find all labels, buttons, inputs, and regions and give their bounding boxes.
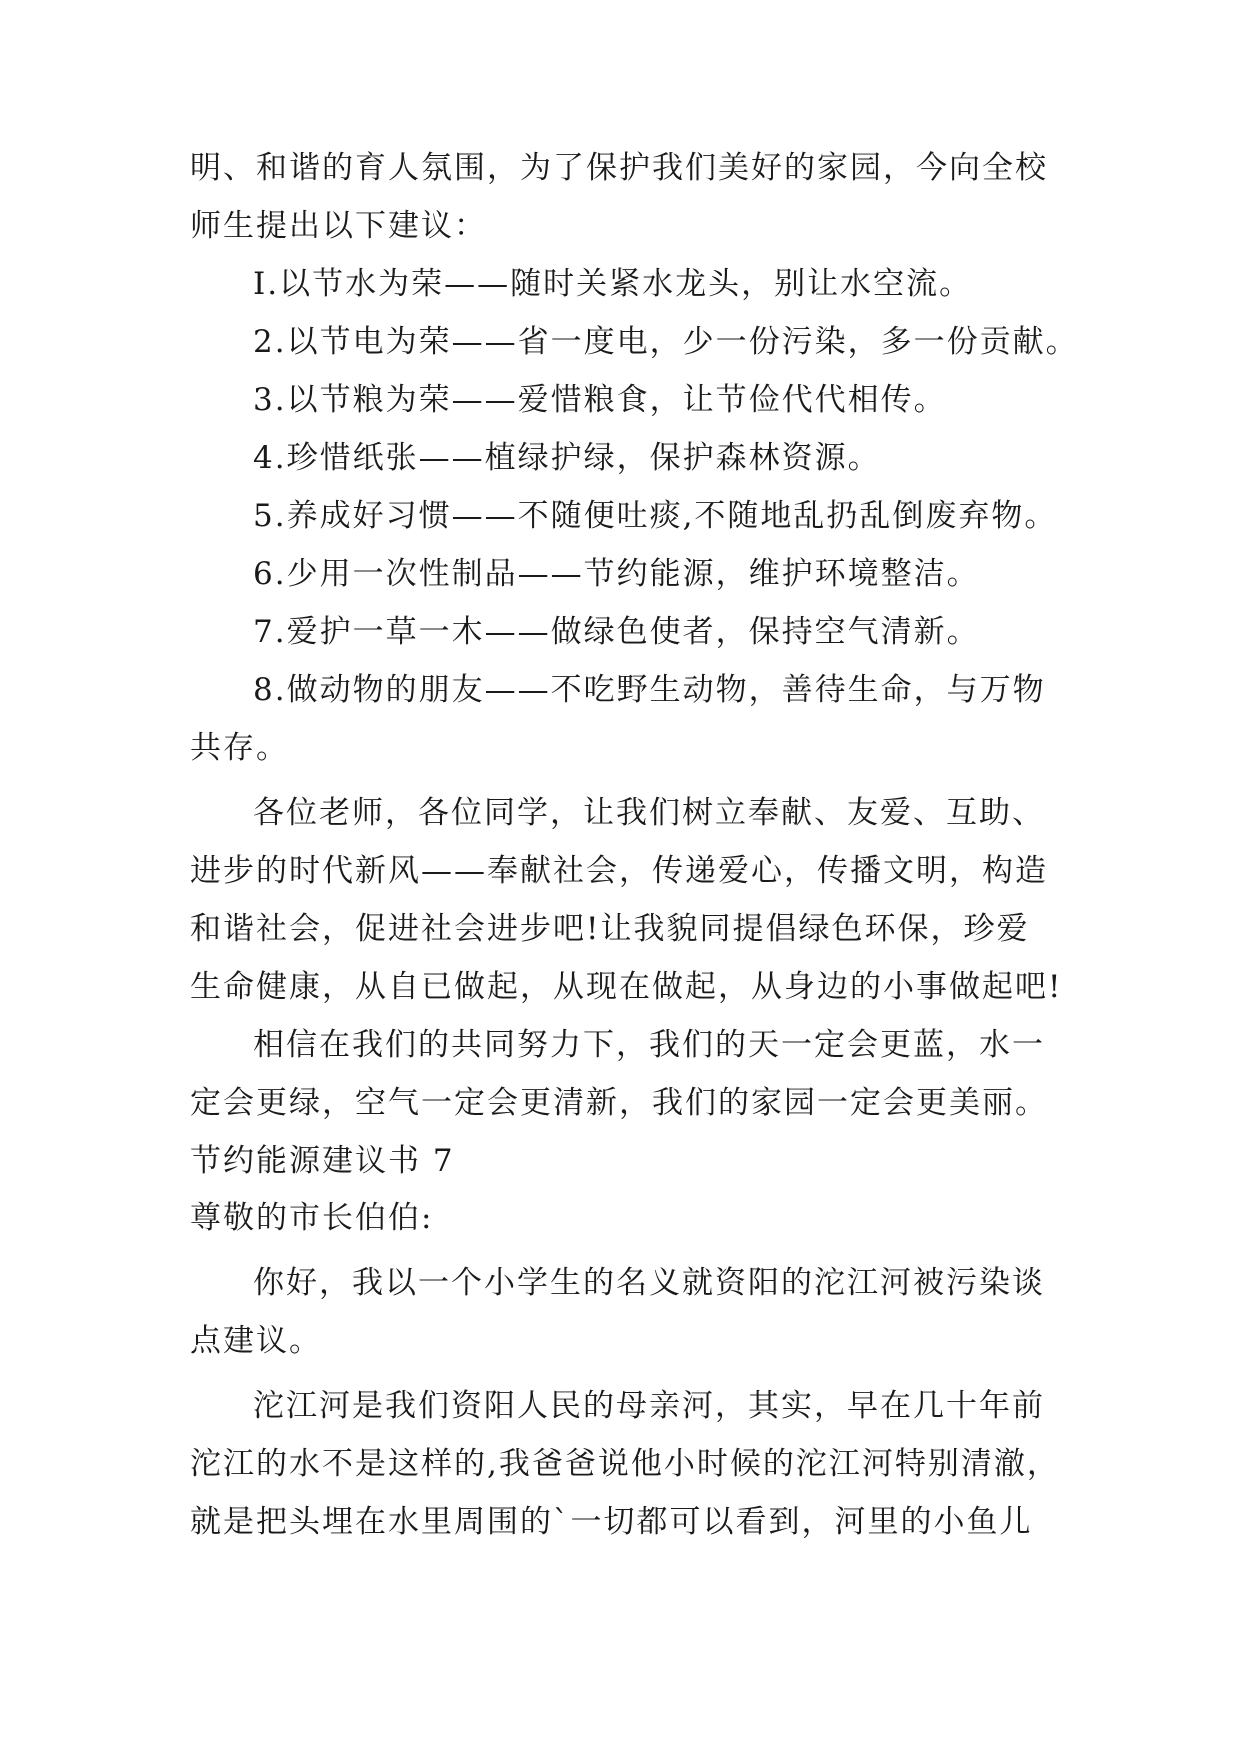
text-line: 师生提出以下建议：	[190, 208, 487, 244]
paragraph-start: 相信在我们的共同努力下，我们的天一定会更蓝，水一	[253, 1027, 1045, 1063]
list-item: 5.养成好习惯——不随便吐痰,不随地乱扔乱倒废弃物。	[253, 498, 1058, 534]
text-line: 点建议。	[190, 1323, 322, 1359]
text-line: 共存。	[190, 730, 289, 766]
text-line: 生命健康，从自已做起，从现在做起，从身边的小事做起吧!	[190, 969, 1063, 1005]
list-item: 6.少用一次性制品——节约能源，维护环境整洁。	[253, 556, 980, 592]
list-item: I.以节水为荣——随时关紧水龙头，别让水空流。	[253, 266, 973, 302]
salutation: 尊敬的市长伯伯:	[190, 1200, 434, 1236]
paragraph-start: 各位老师，各位同学，让我们树立奉献、友爱、互助、	[253, 795, 1045, 831]
text-line: 沱江的水不是这样的,我爸爸说他小时候的沱江河特别清澈，	[190, 1446, 1060, 1482]
paragraph-start: 沱江河是我们资阳人民的母亲河，其实，早在几十年前	[253, 1388, 1045, 1424]
text-line: 和谐社会，促进社会进步吧!让我貌同提倡绿色环保，珍爱	[190, 911, 1030, 947]
list-item: 4.珍惜纸张——植绿护绿，保护森林资源。	[253, 440, 881, 476]
section-heading: 节约能源建议书 7	[190, 1143, 455, 1179]
text-line: 定会更绿，空气一定会更清新，我们的家园一定会更美丽。	[190, 1085, 1048, 1121]
text-line: 就是把头埋在水里周围的`一切都可以看到，河里的小鱼儿	[190, 1504, 1033, 1540]
list-item: 8.做动物的朋友——不吃野生动物，善待生命，与万物	[253, 672, 1046, 708]
paragraph-start: 你好，我以一个小学生的名义就资阳的沱江河被污染谈	[253, 1265, 1045, 1301]
list-item: 3.以节粮为荣——爱惜粮食，让节俭代代相传。	[253, 382, 947, 418]
text-line: 明、和谐的育人氛围，为了保护我们美好的家园，今向全校	[190, 150, 1048, 186]
list-item: 2.以节电为荣——省一度电，少一份污染，多一份贡献。	[253, 324, 1079, 360]
text-line: 进步的时代新风——奉献社会，传递爱心，传播文明，构造	[190, 853, 1048, 889]
list-item: 7.爱护一草一木——做绿色使者，保持空气清新。	[253, 614, 980, 650]
